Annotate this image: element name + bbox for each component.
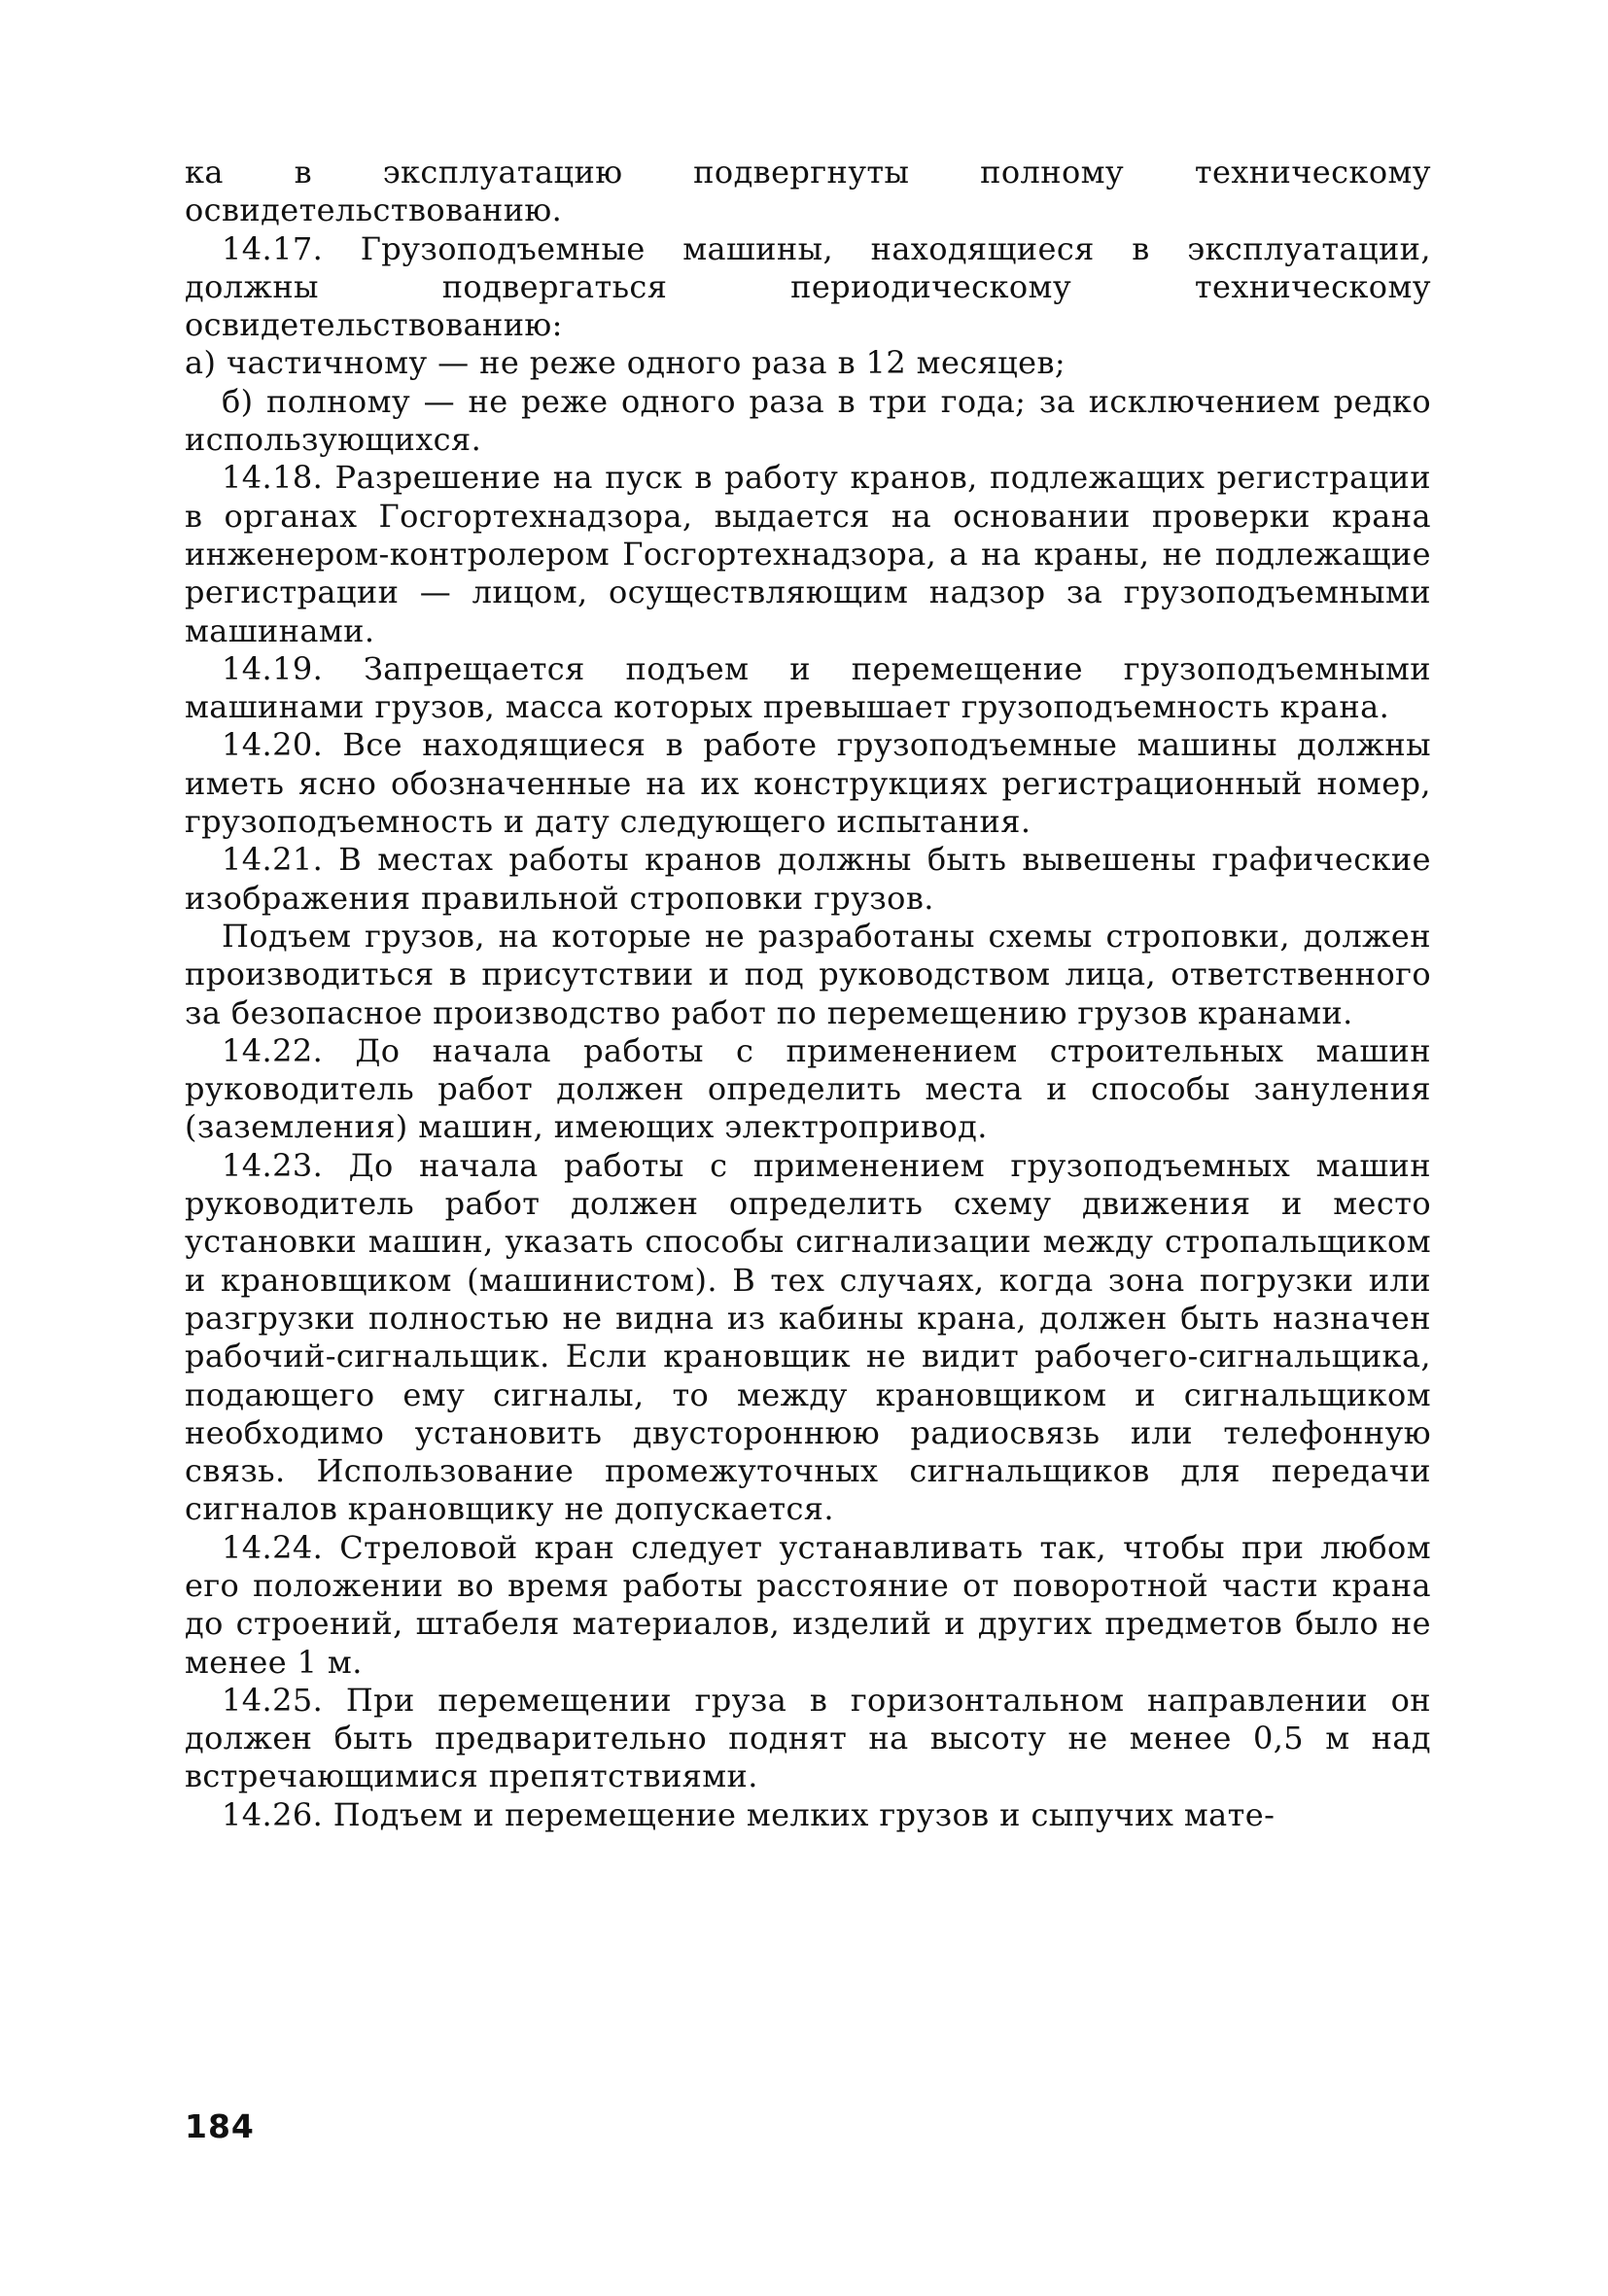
body-text [185, 154, 1431, 1834]
paragraph-continuation: ка в эксплуатацию подвергнуты полному техническому освидетельствованию. [185, 154, 1431, 229]
paragraph-14-25: 14.25. При перемещении груза в горизонтальном направлении он должен быть предварительно поднят на высоту не менее 0,5 м над встречающимися препятствиями. [185, 1681, 1431, 1795]
paragraph-14-23: 14.23. До начала работы с применением грузоподъемных машин руководитель работ должен определить схему движения и место установки машин, указать способы сигнализации между стропальщиком и крановщиком (машинистом). В тех случаях, когда зона погрузки или разгрузки полностью не видна из кабины крана, должен быть назначен рабочий-сигнальщик. Если крановщик не видит рабочего-сигнальщика, подающего ему сигналы, то между крановщиком и сигнальщиком необходимо установить двустороннюю радиосвязь или телефонную связь. Использование промежуточных сигнальщиков для передачи сигналов крановщику не допускается. [185, 1146, 1431, 1528]
paragraph-14-21: 14.21. В местах работы кранов должны быть вывешены графические изображения правильной строповки грузов. [185, 841, 1431, 917]
paragraph-14-17-a: а) частичному — не реже одного раза в 12 месяцев; [185, 344, 1066, 382]
paragraph-14-18: 14.18. Разрешение на пуск в работу кранов, подлежащих регистрации в органах Госгортехнадзора, выдается на основании проверки крана инженером-контролером Госгортехнадзора, а на краны, не подлежащие регистрации — лицом, осуществляющим надзор за грузоподъемными машинами. [185, 459, 1431, 649]
page-number: 184 [185, 2107, 255, 2145]
paragraph-14-20: 14.20. Все находящиеся в работе грузоподъемные машины должны иметь ясно обозначенные на их конструкциях регистрационный номер, грузоподъемность и дату следующего испытания. [185, 726, 1431, 841]
paragraph-14-26: 14.26. Подъем и перемещение мелких грузов и сыпучих мате- [222, 1795, 1276, 1833]
paragraph-14-22: 14.22. До начала работы с применением строительных машин руководитель работ должен определить места и способы зануления (заземления) машин, имеющих электропривод. [185, 1031, 1431, 1146]
paragraph-14-24: 14.24. Стреловой кран следует устанавливать так, чтобы при любом его положении во время работы расстояние от поворотной части крана до строений, штабеля материалов, изделий и других предметов было не менее 1 м. [185, 1528, 1431, 1681]
paragraph-14-21-rigging: Подъем грузов, на которые не разработаны схемы строповки, должен производиться в присутствии и под руководством лица, ответственного за безопасное производство работ по перемещению грузов кранами. [185, 917, 1431, 1031]
paragraph-14-17: 14.17. Грузоподъемные машины, находящиеся в эксплуатации, должны подвергаться периодическому техническому освидетельствованию: [185, 229, 1431, 344]
paragraph-14-19: 14.19. Запрещается подъем и перемещение грузоподъемными машинами грузов, масса которых превышает грузоподъемность крана. [185, 649, 1431, 726]
paragraph-14-17-b: б) полному — не реже одного раза в три года; за исключением редко использующихся. [185, 382, 1431, 459]
